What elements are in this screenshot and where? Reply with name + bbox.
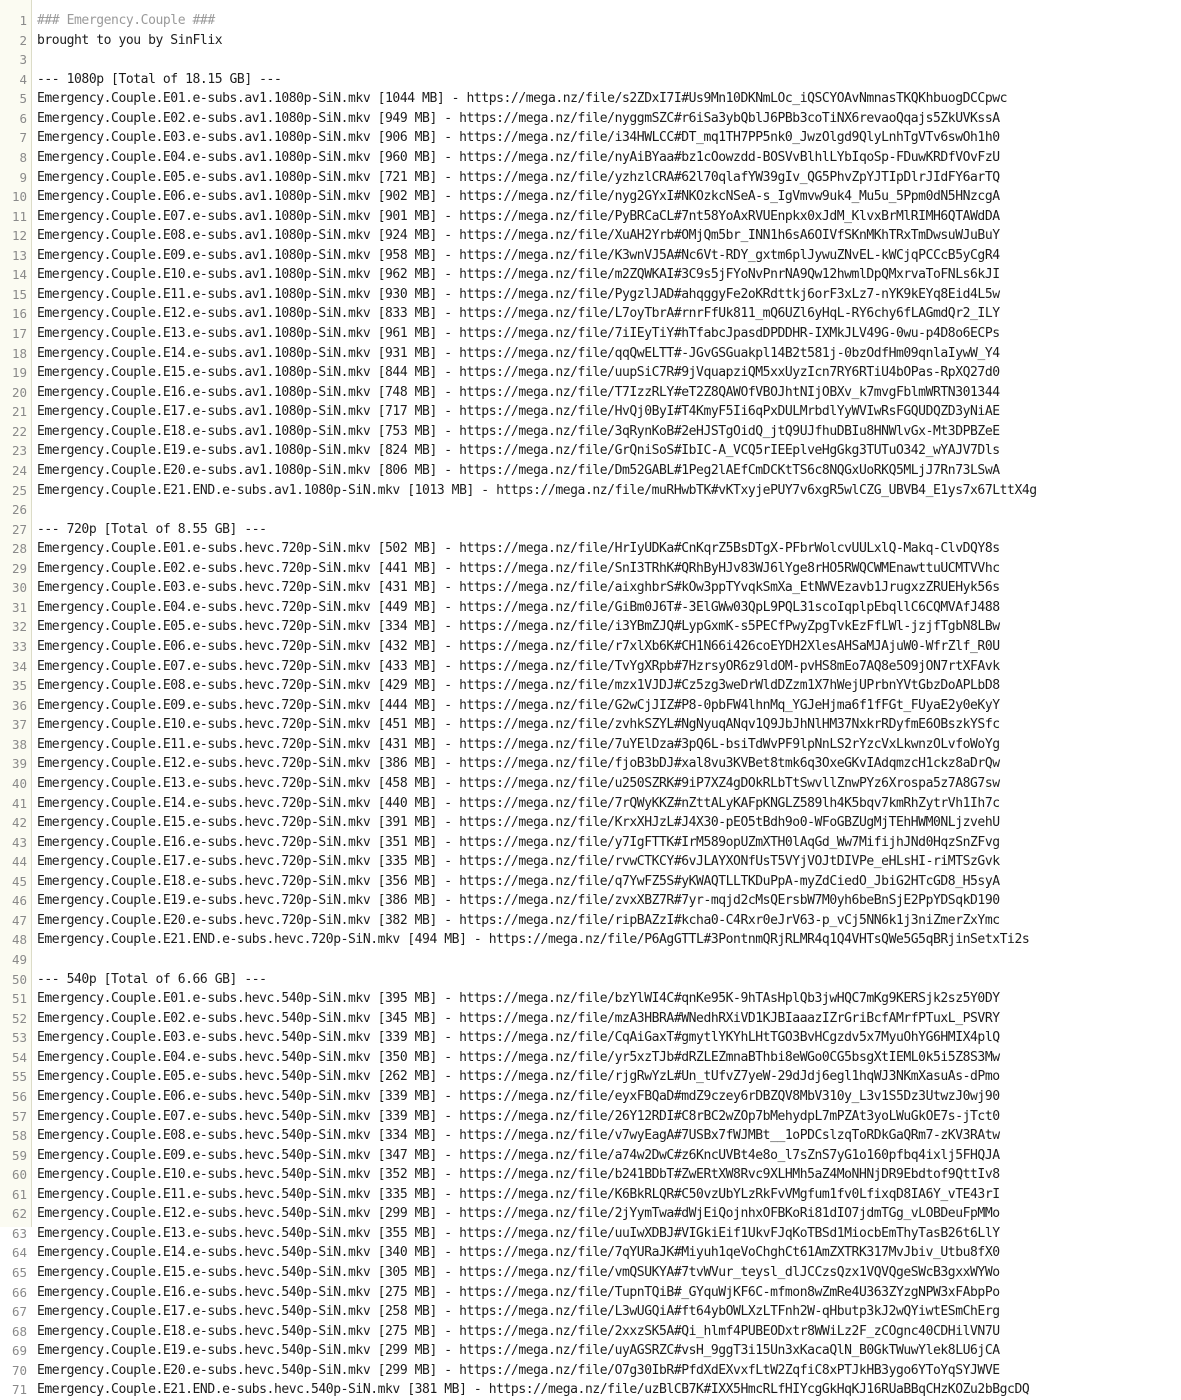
- line-number: 30: [11, 580, 27, 596]
- file-line: Emergency.Couple.E20.e-subs.hevc.720p-SiN.mkv [382 MB] - https://mega.nz/file/ripBAZzI#kcha0-C4Rxr0eJrV63-p_vCj5NN6k1j3niZmerZxYmc: [37, 912, 1000, 928]
- file-line: Emergency.Couple.E07.e-subs.av1.1080p-SiN.mkv [901 MB] - https://mega.nz/file/PyBRCaCL#7nt58YoAxRVUEnpkx0xJdM_KlvxBrMlRIMH6QTAWdDA: [37, 208, 1000, 224]
- file-line: Emergency.Couple.E17.e-subs.hevc.720p-SiN.mkv [335 MB] - https://mega.nz/file/rvwCTKCY#6vJLAYXONfUsT5VYjVOJtDIVPe_eHLsHI-riMTSzGvk: [37, 854, 1000, 870]
- credit-line: brought to you by SinFlix: [37, 32, 223, 48]
- line-number: 15: [11, 286, 27, 302]
- file-line: Emergency.Couple.E17.e-subs.av1.1080p-SiN.mkv [717 MB] - https://mega.nz/file/HvQj0ByI#T4KmyF5Ii6qPxDULMrbdlYyWVIwRsFGQUDQZD3yNiAE: [37, 404, 1000, 420]
- line-number: 33: [11, 639, 27, 654]
- file-line: Emergency.Couple.E13.e-subs.hevc.540p-SiN.mkv [355 MB] - https://mega.nz/file/uuIwXDBJ#VIGkiEif1UkvFJqKoTBSd1MiocbEmThyTasB26t6LlY: [37, 1225, 1000, 1241]
- line-number: 66: [11, 1284, 27, 1300]
- file-line: Emergency.Couple.E01.e-subs.hevc.720p-SiN.mkv [502 MB] - https://mega.nz/file/HrIyUDKa#CnKqrZ5BsDTgX-PFbrWolcvUULxlQ-Makq-ClvDQY8s: [37, 541, 1000, 557]
- file-line: Emergency.Couple.E02.e-subs.hevc.540p-SiN.mkv [345 MB] - https://mega.nz/file/mzA3HBRA#WNedhRXiVD1KJBIaaazIZrGriBcfAMrfPTuxL_PSVRY: [37, 1010, 1000, 1026]
- line-number: 64: [11, 1245, 27, 1261]
- line-number: 59: [11, 1147, 27, 1163]
- line-number: 17: [11, 326, 27, 341]
- file-line: Emergency.Couple.E15.e-subs.hevc.540p-SiN.mkv [305 MB] - https://mega.nz/file/vmQSUKYA#7tvWVur_teysl_dlJCCzsQzx1VQVQgeSWcB3gxxWYWo: [37, 1265, 1000, 1280]
- line-number: 41: [11, 795, 27, 811]
- line-number: 26: [11, 502, 27, 518]
- line-number: 8: [19, 149, 27, 165]
- line-number: 11: [11, 208, 27, 224]
- text-content[interactable]: [32, 0, 1181, 1398]
- line-number: 16: [11, 306, 27, 322]
- file-line: Emergency.Couple.E09.e-subs.hevc.720p-SiN.mkv [444 MB] - https://mega.nz/file/G2wCjJIZ#P8-0pbFW4lhnMq_YGJeHjma6f1fFGt_FUyaE2y0eKyY: [37, 697, 1000, 713]
- file-line: Emergency.Couple.E09.e-subs.av1.1080p-SiN.mkv [958 MB] - https://mega.nz/file/K3wnVJ5A#Nc6Vt-RDY_gxtm6plJywuZNvEL-kWCjqPCCcB5yCgR4: [37, 247, 1000, 263]
- file-line: Emergency.Couple.E20.e-subs.av1.1080p-SiN.mkv [806 MB] - https://mega.nz/file/Dm52GABL#1Peg2lAEfCmDCKtTS6c8NQGxUoRKQ5MLjJ7Rn73LSwA: [37, 462, 1000, 478]
- line-number: 31: [11, 599, 27, 615]
- file-line: Emergency.Couple.E14.e-subs.av1.1080p-SiN.mkv [931 MB] - https://mega.nz/file/qqQwELTT#-JGvGSGuakpl14B2t581j-0bzOdfHm09qnlaIywW_Y4: [37, 345, 1000, 361]
- file-line: Emergency.Couple.E16.e-subs.av1.1080p-SiN.mkv [748 MB] - https://mega.nz/file/T7IzzRLY#eT2Z8QAWOfVBOJhtNIjOBXv_k7mvgFblmWRTN301344: [37, 384, 1000, 400]
- line-number: 36: [11, 697, 27, 713]
- file-line: Emergency.Couple.E05.e-subs.av1.1080p-SiN.mkv [721 MB] - https://mega.nz/file/yzhzlCRA#62l70qlafYW39gIv_QG5PhvZpYJTIpDlrJIdFY6arTQ: [37, 169, 1000, 185]
- file-line: Emergency.Couple.E11.e-subs.hevc.540p-SiN.mkv [335 MB] - https://mega.nz/file/K6BkRLQR#C50vzUbYLzRkFvVMgfum1fv0LfixqD8IA6Y_vTE43rI: [37, 1186, 1000, 1202]
- file-line: Emergency.Couple.E01.e-subs.hevc.540p-SiN.mkv [395 MB] - https://mega.nz/file/bzYlWI4C#qnKe95K-9hTAsHplQb3jwHQC7mKg9KERSjk2sz5Y0DY: [37, 991, 1000, 1007]
- file-line: Emergency.Couple.E03.e-subs.av1.1080p-SiN.mkv [906 MB] - https://mega.nz/file/i34HWLCC#DT_mq1TH7PP5nk0_JwzOlgd9QlyLnhTgVTv6swOh1h0: [37, 130, 1000, 146]
- line-number: 32: [11, 619, 27, 635]
- line-number: 68: [11, 1323, 27, 1339]
- file-line: Emergency.Couple.E10.e-subs.hevc.540p-SiN.mkv [352 MB] - https://mega.nz/file/b241BDbT#ZwERtXW8Rvc9XLHMh5aZ4MoNHNjDR9Ebdtof9QttIv8: [37, 1167, 1000, 1183]
- file-line: Emergency.Couple.E12.e-subs.hevc.540p-SiN.mkv [299 MB] - https://mega.nz/file/2jYymTwa#dWjEiQojnhxOFBKoRi81dIO7jdmTGg_vLOBDeuFpMMo: [37, 1206, 1000, 1222]
- file-line: Emergency.Couple.E14.e-subs.hevc.720p-SiN.mkv [440 MB] - https://mega.nz/file/7rQWyKKZ#nZttALyKAFpKNGLZ589lh4K5bqv7kmRhZytrVh1Ih7c: [37, 795, 1000, 811]
- line-number: 71: [11, 1382, 27, 1398]
- line-number: 65: [11, 1265, 27, 1280]
- file-line: Emergency.Couple.E15.e-subs.hevc.720p-SiN.mkv [391 MB] - https://mega.nz/file/KrxXHJzL#J4X30-pEO5tBdh9o0-WFoGBZUgMjTEhHWM0NLjzvehU: [37, 815, 1000, 831]
- line-number: 19: [11, 365, 27, 381]
- file-line: Emergency.Couple.E02.e-subs.av1.1080p-SiN.mkv [949 MB] - https://mega.nz/file/nyggmSZC#r6iSa3ybQblJ6PBb3coTiNX6revaoQqajs5ZkUVKssA: [37, 110, 1000, 126]
- file-line: Emergency.Couple.E15.e-subs.av1.1080p-SiN.mkv [844 MB] - https://mega.nz/file/uupSiC7R#9jVquapziQM5xxUyzIcn7RY6RTiU4bOPas-RpXQ27d0: [37, 365, 1000, 381]
- file-line: Emergency.Couple.E13.e-subs.av1.1080p-SiN.mkv [961 MB] - https://mega.nz/file/7iIEyTiY#hTfabcJpasdDPDDHR-IXMkJLV49G-0wu-p4D8o6ECPs: [37, 326, 1000, 341]
- file-line: Emergency.Couple.E21.END.e-subs.av1.1080p-SiN.mkv [1013 MB] - https://mega.nz/file/muRHwbTK#vKTxyjePUY7v6xgR5wlCZG_UBVB4_E1ys7x67LttX4g: [37, 482, 1037, 498]
- line-number: 49: [11, 952, 27, 967]
- file-line: Emergency.Couple.E20.e-subs.hevc.540p-SiN.mkv [299 MB] - https://mega.nz/file/O7g30IbR#PfdXdEXvxfLtW2ZqfiC8xPTJkHB3ygo6YToYqSYJWVE: [37, 1362, 1000, 1378]
- line-number: 27: [11, 521, 27, 537]
- file-line: Emergency.Couple.E06.e-subs.hevc.540p-SiN.mkv [339 MB] - https://mega.nz/file/eyxFBQaD#mdZ9czey6rDBZQV8MbV310y_L3v1S5Dz3UtwzJ0wj90: [37, 1088, 1000, 1104]
- line-number: 2: [19, 32, 27, 48]
- line-number: 43: [11, 834, 27, 850]
- line-number: 67: [11, 1304, 27, 1320]
- file-line: Emergency.Couple.E11.e-subs.av1.1080p-SiN.mkv [930 MB] - https://mega.nz/file/PygzlJAD#ahqggyFe2oKRdttkj6orF3xLz7-nYK9kEYq8Eid4L5w: [37, 286, 1000, 302]
- line-number: 5: [19, 91, 27, 107]
- file-line: Emergency.Couple.E02.e-subs.hevc.720p-SiN.mkv [441 MB] - https://mega.nz/file/SnI3TRhK#QRhByHJv83WJ6lYge8rHO5RWQCWMEnawttuUCMTVVhc: [37, 560, 1000, 576]
- blank-line: [37, 500, 1181, 520]
- line-number: 12: [11, 228, 27, 244]
- line-number: 51: [11, 991, 27, 1007]
- file-line: Emergency.Couple.E19.e-subs.av1.1080p-SiN.mkv [824 MB] - https://mega.nz/file/GrQniSoS#IbIC-A_VCQ5rIEEplveHgGkg3TUTuO342_wYAJV7Dls: [37, 443, 1000, 459]
- line-number: 1: [19, 13, 27, 28]
- file-line: Emergency.Couple.E14.e-subs.hevc.540p-SiN.mkv [340 MB] - https://mega.nz/file/7qYURaJK#Miyuh1qeVoChghCt61AmZXTRK317MvJbiv_Utbu8fX0: [37, 1245, 1000, 1261]
- line-number: 13: [11, 247, 27, 263]
- line-number: 10: [11, 189, 27, 205]
- line-number: 53: [11, 1030, 27, 1046]
- line-number: 44: [11, 854, 27, 870]
- blank-line: [37, 50, 1181, 70]
- file-line: Emergency.Couple.E21.END.e-subs.hevc.540p-SiN.mkv [381 MB] - https://mega.nz/file/uzBlCB7K#IXX5HmcRLfHIYcgGkHqKJ16RUaBBqCHzKOZu2bBgcDQ: [37, 1382, 1030, 1398]
- line-number: 58: [11, 1128, 27, 1144]
- file-line: Emergency.Couple.E07.e-subs.hevc.720p-SiN.mkv [433 MB] - https://mega.nz/file/TvYgXRpb#7HzrsyOR6z9ldOM-pvHS8mEo7AQ8e5O9jON7rtXFAvk: [37, 658, 1000, 674]
- line-number: 54: [11, 1049, 27, 1065]
- line-number: 42: [11, 815, 27, 831]
- file-line: Emergency.Couple.E01.e-subs.av1.1080p-SiN.mkv [1044 MB] - https://mega.nz/file/s2ZDxI7I#Us9Mn10DKNmLOc_iQSCYOAvNmnasTKQKhbuogDCCpwc: [37, 91, 1008, 107]
- file-line: Emergency.Couple.E06.e-subs.hevc.720p-SiN.mkv [432 MB] - https://mega.nz/file/r7xlXb6K#CH1N66i426coEYDH2XlesAHSaMJAjuW0-WfrZlf_R0U: [37, 639, 1000, 654]
- line-number: 25: [11, 482, 27, 498]
- file-line: Emergency.Couple.E16.e-subs.hevc.720p-SiN.mkv [351 MB] - https://mega.nz/file/y7IgFTTK#IrM589opUZmXTH0lAqGd_Ww7MifijhJNd0HqzSnZFvg: [37, 834, 1000, 850]
- file-line: Emergency.Couple.E08.e-subs.hevc.720p-SiN.mkv [429 MB] - https://mega.nz/file/mzx1VJDJ#Cz5zg3weDrWldDZzm1X7hWejUPrbnYVtGbzDoAPLbD8: [37, 678, 1000, 694]
- file-line: Emergency.Couple.E18.e-subs.hevc.720p-SiN.mkv [356 MB] - https://mega.nz/file/q7YwFZ5S#yKWAQTLLTKDuPpA-myZdCiedO_JbiG2HTcGD8_H5syA: [37, 873, 1000, 889]
- file-line: Emergency.Couple.E13.e-subs.hevc.720p-SiN.mkv [458 MB] - https://mega.nz/file/u250SZRK#9iP7XZ4gDOkRLbTtSwvllZnwPYz6Xrospa5z7A8G7sw: [37, 775, 1000, 791]
- file-line: Emergency.Couple.E12.e-subs.hevc.720p-SiN.mkv [386 MB] - https://mega.nz/file/fjoB3bDJ#xal8vu3KVBet8tmk6q3OxeGKvIAdqmzcH1ckz8aDrQw: [37, 756, 1000, 772]
- file-line: Emergency.Couple.E18.e-subs.av1.1080p-SiN.mkv [753 MB] - https://mega.nz/file/3qRynKoB#2eHJSTgOidQ_jtQ9UJfhuDBIu8HNWlvGx-Mt3DPBZeE: [37, 423, 1000, 439]
- line-number: 57: [11, 1108, 27, 1124]
- file-line: Emergency.Couple.E07.e-subs.hevc.540p-SiN.mkv [339 MB] - https://mega.nz/file/26Y12RDI#C8rBC2wZOp7bMehydpL7mPZAt3yoLWuGkOE7s-jTct0: [37, 1108, 1000, 1124]
- section-header-1080p: --- 1080p [Total of 18.15 GB] ---: [37, 71, 282, 87]
- file-line: Emergency.Couple.E19.e-subs.hevc.720p-SiN.mkv [386 MB] - https://mega.nz/file/zvxXBZ7R#7yr-mqjd2cMsQErsbW7M0yh6beBnSjE2PpYDSqkD190: [37, 893, 1000, 909]
- file-line: Emergency.Couple.E05.e-subs.hevc.720p-SiN.mkv [334 MB] - https://mega.nz/file/i3YBmZJQ#LypGxmK-s5PECfPwyZpgTvkEzFfLWl-jzjfTgbN8LBw: [37, 619, 1000, 635]
- section-header-720p: --- 720p [Total of 8.55 GB] ---: [37, 521, 267, 537]
- file-line: Emergency.Couple.E10.e-subs.hevc.720p-SiN.mkv [451 MB] - https://mega.nz/file/zvhkSZYL#NgNyuqANqv1Q9JbJhNlHM37NxkrRDyfmE6OBszkYSfc: [37, 717, 1000, 733]
- line-number: 55: [11, 1069, 27, 1085]
- line-number: 28: [11, 541, 27, 557]
- line-number: 23: [11, 443, 27, 459]
- line-number: 38: [11, 736, 27, 752]
- line-number: 45: [11, 873, 27, 889]
- line-number: 29: [11, 560, 27, 576]
- line-number: 14: [11, 267, 27, 283]
- file-line: Emergency.Couple.E11.e-subs.hevc.720p-SiN.mkv [431 MB] - https://mega.nz/file/7uYElDza#3pQ6L-bsiTdWvPF9lpNnLS2rYzcVxLkwnzOLvfoWoYg: [37, 736, 1000, 752]
- file-line: Emergency.Couple.E10.e-subs.av1.1080p-SiN.mkv [962 MB] - https://mega.nz/file/m2ZQWKAI#3C9s5jFYoNvPnrNA9Qw12hwmlDpQMxrvaToFNLs6kJI: [37, 267, 1000, 283]
- line-number: 60: [11, 1167, 27, 1183]
- section-540p-files: [37, 989, 1181, 1400]
- file-line: Emergency.Couple.E12.e-subs.av1.1080p-SiN.mkv [833 MB] - https://mega.nz/file/L7oyTbrA#rnrFfUk811_mQ6UZl6yHqL-RY6chy6fLAGmdQr2_ILY: [37, 306, 1000, 322]
- file-line: Emergency.Couple.E05.e-subs.hevc.540p-SiN.mkv [262 MB] - https://mega.nz/file/rjgRwYzL#Un_tUfvZ7yeW-29dJdj6egl1hqWJ3NKmXasuAs-dPmo: [37, 1069, 1000, 1085]
- line-number: 70: [11, 1362, 27, 1378]
- file-line: Emergency.Couple.E17.e-subs.hevc.540p-SiN.mkv [258 MB] - https://mega.nz/file/L3wUGQiA#ft64ybOWLXzLTFnh2W-qHbutp3kJ2wQYiwtESmChErg: [37, 1304, 1000, 1320]
- line-number-gutter: [0, 0, 32, 1398]
- line-number: 46: [11, 893, 27, 909]
- line-number: 22: [11, 423, 27, 439]
- file-line: Emergency.Couple.E08.e-subs.av1.1080p-SiN.mkv [924 MB] - https://mega.nz/file/XuAH2Yrb#OMjQm5br_INN1h6sA6OIVfSKnMKhTRxTmDwsuWJuBuY: [37, 228, 1000, 244]
- file-line: Emergency.Couple.E09.e-subs.hevc.540p-SiN.mkv [347 MB] - https://mega.nz/file/a74w2DwC#z6KncUVBt4e8o_l7sZnS7yG1o160pfbq4ixlj5FHQJA: [37, 1147, 1000, 1163]
- file-line: Emergency.Couple.E16.e-subs.hevc.540p-SiN.mkv [275 MB] - https://mega.nz/file/TupnTQiB#_GYquWjKF6C-mfmon8wZmRe4U363ZYzgNPW3xFAbpPo: [37, 1284, 1000, 1300]
- section-header-540p: --- 540p [Total of 6.66 GB] ---: [37, 971, 267, 987]
- file-line: Emergency.Couple.E18.e-subs.hevc.540p-SiN.mkv [275 MB] - https://mega.nz/file/2xxzSK5A#Qi_hlmf4PUBEODxtr8WWiLz2F_zCOgnc40CDHilVN7U: [37, 1323, 1000, 1339]
- line-number: 4: [19, 71, 27, 87]
- line-number: 39: [11, 756, 27, 772]
- line-number: 6: [19, 110, 27, 126]
- file-line: Emergency.Couple.E06.e-subs.av1.1080p-SiN.mkv [902 MB] - https://mega.nz/file/nyg2GYxI#NKOzkcNSeA-s_IgVmvw9uk4_Mu5u_5Ppm0dN5HNzcgA: [37, 189, 1000, 205]
- file-line: Emergency.Couple.E03.e-subs.hevc.720p-SiN.mkv [431 MB] - https://mega.nz/file/aixghbrS#kOw3ppTYvqkSmXa_EtNWVEzavb1JrugxzZRUEHyk56s: [37, 580, 1000, 596]
- line-number: 40: [11, 775, 27, 791]
- line-number: 56: [11, 1088, 27, 1104]
- file-line: Emergency.Couple.E03.e-subs.hevc.540p-SiN.mkv [339 MB] - https://mega.nz/file/CqAiGaxT#gmytlYKYhLHtTGO3BvHCgzdv5x7MyuOhYG6HMIX4plQ: [37, 1030, 1000, 1046]
- line-number: 24: [11, 462, 27, 478]
- line-number: 34: [11, 658, 27, 674]
- line-number: 48: [11, 932, 27, 948]
- line-number: 7: [19, 130, 27, 146]
- line-number: 9: [19, 169, 27, 185]
- section-1080p-files: [37, 89, 1181, 500]
- file-line: Emergency.Couple.E08.e-subs.hevc.540p-SiN.mkv [334 MB] - https://mega.nz/file/v7wyEagA#7USBx7fWJMBt__1oPDCslzqToRDkGaQRm7-zKV3RAtw: [37, 1128, 1000, 1144]
- line-number: 18: [11, 345, 27, 361]
- file-line: Emergency.Couple.E19.e-subs.hevc.540p-SiN.mkv [299 MB] - https://mega.nz/file/uyAGSRZC#vsH_9ggT3i15Un3xKacaQlN_B0GkTWuwYlek8LU6jCA: [37, 1343, 1000, 1359]
- blank-line: [37, 950, 1181, 970]
- line-number: 37: [11, 717, 27, 733]
- file-line: Emergency.Couple.E04.e-subs.hevc.720p-SiN.mkv [449 MB] - https://mega.nz/file/GiBm0J6T#-3ElGWw03QpL9PQL31scoIqplpEbqllC6CQMVAfJ488: [37, 599, 1000, 615]
- line-number: 21: [11, 404, 27, 420]
- line-number: 35: [11, 678, 27, 694]
- line-number: 20: [11, 384, 27, 400]
- section-720p-files: [37, 539, 1181, 950]
- line-number: 61: [11, 1186, 27, 1202]
- line-number: 62: [11, 1206, 27, 1222]
- line-number: 47: [11, 912, 27, 928]
- file-line: Emergency.Couple.E04.e-subs.hevc.540p-SiN.mkv [350 MB] - https://mega.nz/file/yr5xzTJb#dRZLEZmnaBThbi8eWGo0CG5bsgXtIEML0k5i5Z8S3Mw: [37, 1049, 1000, 1065]
- title-line: ### Emergency.Couple ###: [37, 13, 215, 28]
- line-number: 52: [11, 1010, 27, 1026]
- line-number: 50: [11, 971, 27, 987]
- line-number: 69: [11, 1343, 27, 1359]
- line-number: 3: [19, 52, 27, 68]
- line-number: 63: [11, 1225, 27, 1241]
- file-line: Emergency.Couple.E04.e-subs.av1.1080p-SiN.mkv [960 MB] - https://mega.nz/file/nyAiBYaa#bz1cOowzdd-BOSVvBlhlLYbIqoSp-FDuwKRDfVOvFzU: [37, 149, 1000, 165]
- file-line: Emergency.Couple.E21.END.e-subs.hevc.720p-SiN.mkv [494 MB] - https://mega.nz/file/P6AgGTTL#3PontnmQRjRLMR4q1Q4VHTsQWe5G5qBRjinSetxTi2s: [37, 932, 1030, 948]
